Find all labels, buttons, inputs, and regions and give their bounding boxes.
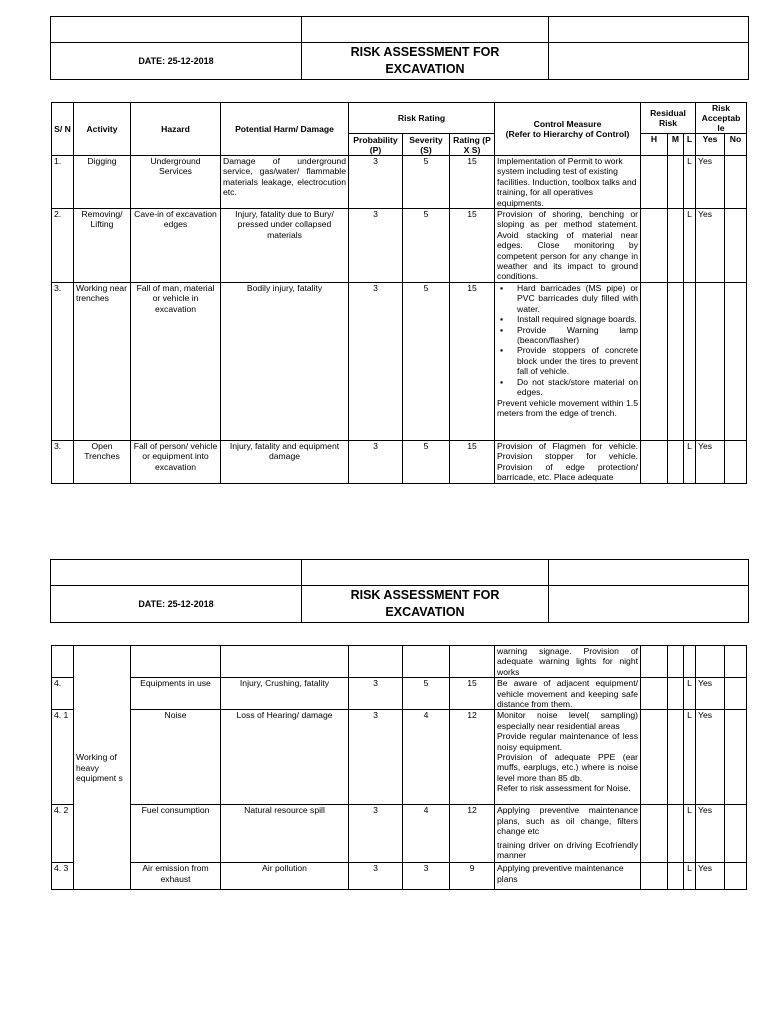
row-activity: Removing/ Lifting [74, 209, 131, 283]
row-no [725, 646, 747, 678]
date-label: DATE: 25-12-2018 [51, 586, 302, 623]
row-hazard: Fall of person/ vehicle or equipment into excavation [131, 441, 221, 484]
row-hazard: Cave-in of excavation edges [131, 209, 221, 283]
row-yes [696, 283, 725, 441]
row-hazard: Noise [131, 710, 221, 805]
row-yes: Yes [696, 678, 725, 710]
row-activity: Open Trenches [74, 441, 131, 484]
table-row [52, 283, 747, 441]
row-probability: 3 [349, 283, 403, 441]
row-l [684, 646, 696, 678]
control-line: Refer to risk assessment for Noise. [497, 783, 631, 794]
row-harm: Injury, Crushing, fatality [221, 678, 349, 710]
row-l: L [684, 805, 696, 863]
row-h [641, 678, 668, 710]
table-row [52, 209, 747, 283]
control-bullet: ▪ Install required signage boards. [500, 314, 637, 325]
col-acceptable: Risk Acceptab le [696, 103, 747, 134]
col-m: M [668, 134, 684, 156]
row-m [668, 209, 684, 283]
row-l: L [684, 441, 696, 484]
row-hazard [131, 646, 221, 678]
row-m [668, 805, 684, 863]
table-row [52, 646, 747, 678]
row-l: L [684, 156, 696, 209]
row-severity: 3 [403, 863, 450, 890]
table-row [52, 805, 747, 863]
table-row [52, 710, 747, 805]
document-title: RISK ASSESSMENT FOR EXCAVATION [302, 43, 549, 80]
row-sn: 4. [52, 678, 74, 710]
row-hazard: Fall of man, material or vehicle in excavation [131, 283, 221, 441]
col-risk-rating: Risk Rating [349, 103, 495, 134]
col-sn: S/ N [52, 103, 74, 156]
row-l: L [684, 710, 696, 805]
row-severity: 5 [403, 156, 450, 209]
row-m [668, 710, 684, 805]
row-rating: 15 [450, 678, 495, 710]
row-sn: 3. [52, 441, 74, 484]
row-harm: Loss of Hearing/ damage [221, 710, 349, 805]
row-control: Provision of Flagmen for vehicle. Provision stopper for vehicle. Provision of edge protection/ barricade, etc. Place adequate [495, 441, 641, 484]
row-yes [696, 646, 725, 678]
row-no [725, 678, 747, 710]
control-line: Provision of adequate PPE (ear muffs, earplugs, etc.) where is noise level more than 85 db. [497, 752, 638, 783]
row-h [641, 156, 668, 209]
risk-table-page-1 [51, 102, 747, 484]
row-yes: Yes [696, 805, 725, 863]
header-empty-cell [549, 43, 749, 80]
col-yes: Yes [696, 134, 725, 156]
row-control: Be aware of adjacent equipment/ vehicle movement and keeping safe distance from them. [495, 678, 641, 710]
header-box-2 [50, 559, 749, 623]
document-title: RISK ASSESSMENT FOR EXCAVATION [302, 586, 549, 623]
row-sn: 4. 2 [52, 805, 74, 863]
row-control: Implementation of Permit to work system including test of existing facilities. Induction, toolbox talks and training, for all operatives equipments. [495, 156, 641, 209]
row-sn: 3. [52, 283, 74, 441]
row-severity: 4 [403, 805, 450, 863]
header-empty-cell [302, 17, 549, 43]
row-probability: 3 [349, 710, 403, 805]
col-l: L [684, 134, 696, 156]
row-rating: 15 [450, 283, 495, 441]
row-sn: 4. 1 [52, 710, 74, 805]
col-severity: Severity (S) [403, 134, 450, 156]
control-bullet: ▪ Provide Warning lamp (beacon/flasher) [500, 324, 639, 346]
row-h [641, 805, 668, 863]
row-rating: 15 [450, 156, 495, 209]
row-m [668, 156, 684, 209]
table-row [52, 441, 747, 484]
row-no [725, 283, 747, 441]
row-hazard: Air emission from exhaust [131, 863, 221, 890]
row-m [668, 441, 684, 484]
row-h [641, 646, 668, 678]
row-hazard: Fuel consumption [131, 805, 221, 863]
control-after-text: Prevent vehicle movement within 1.5 meters from the edge of trench. [497, 397, 639, 418]
row-l: L [684, 678, 696, 710]
row-yes: Yes [696, 156, 725, 209]
row-hazard: Equipments in use [131, 678, 221, 710]
row-no [725, 863, 747, 890]
table-row [52, 678, 747, 710]
row-probability: 3 [349, 863, 403, 890]
row-probability: 3 [349, 441, 403, 484]
row-severity: 5 [403, 678, 450, 710]
row-m [668, 283, 684, 441]
row-control [495, 283, 641, 441]
row-harm: Injury, fatality due to Bury/ pressed under collapsed materials [221, 209, 349, 283]
row-severity [403, 646, 450, 678]
row-severity: 5 [403, 441, 450, 484]
row-harm: Damage of underground service, gas/water/ flammable materials leakage, electrocution etc. [221, 156, 349, 209]
row-no [725, 441, 747, 484]
row-probability: 3 [349, 805, 403, 863]
risk-table-page-2 [51, 645, 747, 890]
row-h [641, 710, 668, 805]
table-row [52, 156, 747, 209]
table-row [52, 863, 747, 890]
row-h [641, 863, 668, 890]
row-control: Provision of shoring, benching or sloping as per method statement. Avoid stacking of material near edges. Close monitoring by competent person for any change in weather and its impact to ground conditions. [495, 209, 641, 283]
row-sn: 1. [52, 156, 74, 209]
control-line: Monitor noise level( sampling) especially near residential areas [497, 710, 638, 731]
row-l [684, 283, 696, 441]
control-line: Applying preventive maintenance plans, such as oil change, filters change etc [497, 805, 638, 837]
col-harm: Potential Harm/ Damage [221, 103, 349, 156]
control-bullet: ▪ Provide stoppers of concrete block under the tires to prevent fall of vehicle. [500, 345, 639, 377]
row-control [495, 710, 641, 805]
row-yes: Yes [696, 710, 725, 805]
control-bullet: ▪ Hard barricades (MS pipe) or PVC barricades duly filled with water. [500, 283, 639, 314]
row-harm: Air pollution [221, 863, 349, 890]
row-control [495, 805, 641, 863]
row-sn: 4. 3 [52, 863, 74, 890]
row-h [641, 441, 668, 484]
header-box-1 [50, 16, 749, 80]
row-rating [450, 646, 495, 678]
row-m [668, 863, 684, 890]
header-empty-cell [51, 560, 302, 586]
row-probability [349, 646, 403, 678]
control-line: training driver on driving Ecofriendly manner [497, 839, 638, 861]
row-rating: 9 [450, 863, 495, 890]
col-hazard: Hazard [131, 103, 221, 156]
col-control: Control Measure (Refer to Hierarchy of Control) [495, 103, 641, 156]
row-no [725, 209, 747, 283]
row-harm: Natural resource spill [221, 805, 349, 863]
header-empty-cell [549, 586, 749, 623]
row-h [641, 283, 668, 441]
row-no [725, 710, 747, 805]
row-m [668, 646, 684, 678]
col-h: H [641, 134, 668, 156]
row-h [641, 209, 668, 283]
row-rating: 12 [450, 805, 495, 863]
row-control: warning signage. Provision of adequate warning lights for night works [495, 646, 641, 678]
row-l: L [684, 209, 696, 283]
col-activity: Activity [74, 103, 131, 156]
control-line: Provide regular maintenance of less noisy equipment. [497, 731, 638, 752]
row-sn: 2. [52, 209, 74, 283]
row-yes: Yes [696, 209, 725, 283]
row-harm: Injury, fatality and equipment damage [221, 441, 349, 484]
row-harm: Bodily injury, fatality [221, 283, 349, 441]
row-harm [221, 646, 349, 678]
row-l: L [684, 863, 696, 890]
group-activity: Working of heavy equipment s [74, 646, 131, 890]
row-yes: Yes [696, 863, 725, 890]
row-severity: 4 [403, 710, 450, 805]
row-activity: Digging [74, 156, 131, 209]
header-empty-cell [549, 17, 749, 43]
row-no [725, 156, 747, 209]
row-activity: Working near trenches [74, 283, 131, 441]
row-hazard: Underground Services [131, 156, 221, 209]
row-m [668, 678, 684, 710]
header-empty-cell [549, 560, 749, 586]
col-residual: Residual Risk [641, 103, 696, 134]
row-severity: 5 [403, 209, 450, 283]
row-probability: 3 [349, 156, 403, 209]
row-control: Applying preventive maintenance plans [495, 863, 641, 890]
row-probability: 3 [349, 209, 403, 283]
row-severity: 5 [403, 283, 450, 441]
row-rating: 15 [450, 441, 495, 484]
col-probability: Probability (P) [349, 134, 403, 156]
header-empty-cell [302, 560, 549, 586]
row-probability: 3 [349, 678, 403, 710]
control-bullet: ▪ Do not stack/store material on edges. [500, 376, 639, 398]
col-no: No [725, 134, 747, 156]
col-rating: Rating (P X S) [450, 134, 495, 156]
row-sn [52, 646, 74, 678]
row-rating: 15 [450, 209, 495, 283]
header-empty-cell [51, 17, 302, 43]
row-yes: Yes [696, 441, 725, 484]
row-no [725, 805, 747, 863]
date-label: DATE: 25-12-2018 [51, 43, 302, 80]
row-rating: 12 [450, 710, 495, 805]
